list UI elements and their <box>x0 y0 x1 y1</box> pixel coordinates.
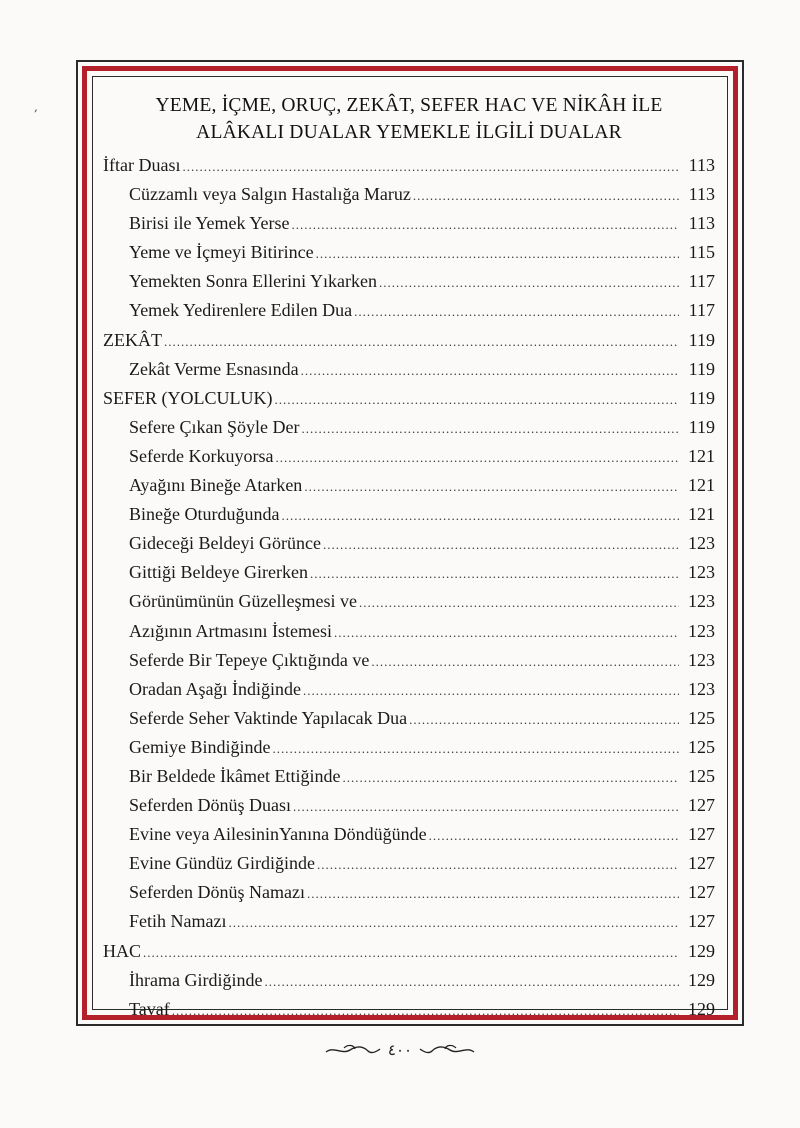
toc-subentry <box>103 995 715 1024</box>
toc-subentry <box>103 180 715 209</box>
toc-entry-title: Cüzzamlı veya Salgın Hastalığa Maruz <box>129 184 411 205</box>
toc-entry-title: Gittiği Beldeye Girerken <box>129 562 308 583</box>
toc-entry-title: Seferde Korkuyorsa <box>129 445 274 466</box>
dot-leader <box>317 850 679 879</box>
dot-leader <box>342 763 679 792</box>
toc-entry-title: Oradan Aşağı İndiğinde <box>129 678 301 699</box>
toc-entry-title: Sefere Çıkan Şöyle Der <box>129 416 300 437</box>
toc-entry-page: 121 <box>688 445 715 466</box>
toc-subentry <box>103 675 715 704</box>
toc-entry-title: Birisi ile Yemek Yerse <box>129 213 290 234</box>
dot-leader <box>413 181 679 210</box>
toc-subentry <box>103 587 715 616</box>
dot-leader <box>307 879 679 908</box>
toc-subentry <box>103 617 715 646</box>
dot-leader <box>304 472 679 501</box>
toc-entry-page: 127 <box>688 911 715 932</box>
toc-subentry <box>103 500 715 529</box>
toc-entry-title: Gideceği Beldeyi Görünce <box>129 533 321 554</box>
toc-entry-title: Gemiye Bindiğinde <box>129 736 271 757</box>
toc-subentry <box>103 267 715 296</box>
toc-subentry <box>103 442 715 471</box>
toc-subentry <box>103 471 715 500</box>
dot-leader <box>409 705 679 734</box>
toc-entry-title: Yemekten Sonra Ellerini Yıkarken <box>129 271 377 292</box>
toc-subentry <box>103 529 715 558</box>
toc-subentry <box>103 296 715 325</box>
toc-entry-page: 121 <box>688 475 715 496</box>
toc-entry-page: 125 <box>688 707 715 728</box>
dot-leader <box>334 618 679 647</box>
toc-subentry <box>103 413 715 442</box>
dot-leader <box>310 559 679 588</box>
toc-entry-title: Zekât Verme Esnasında <box>129 358 299 379</box>
toc-entry-page: 113 <box>688 213 715 234</box>
toc-subentry <box>103 646 715 675</box>
toc-entry-title: Seferden Dönüş Duası <box>129 795 291 816</box>
toc-section-entry <box>103 384 715 413</box>
toc-entry-page: 129 <box>688 969 715 990</box>
dot-leader <box>182 152 679 181</box>
toc-entry-title: Azığının Artmasını İstemesi <box>129 620 332 641</box>
toc-list <box>103 151 715 1024</box>
heading-line-2: ALÂKALI DUALAR YEMEKLE İLGİLİ DUALAR <box>196 122 622 143</box>
toc-entry-page: 127 <box>688 824 715 845</box>
toc-entry-page: 129 <box>688 998 715 1019</box>
toc-entry-page: 117 <box>688 300 715 321</box>
toc-entry-page: 117 <box>688 271 715 292</box>
toc-entry-page: 123 <box>688 678 715 699</box>
toc-entry-page: 119 <box>688 416 715 437</box>
toc-entry-title: Bineğe Oturduğunda <box>129 504 280 525</box>
table-of-contents <box>103 92 715 1024</box>
toc-entry-page: 115 <box>688 242 715 263</box>
toc-entry-title: ZEKÂT <box>103 329 162 350</box>
dot-leader <box>275 443 679 472</box>
toc-entry-title: Seferde Seher Vaktinde Yapılacak Dua <box>129 707 408 728</box>
toc-section-entry <box>103 151 715 180</box>
section-heading <box>103 92 715 146</box>
toc-entry-page: 123 <box>688 591 715 612</box>
toc-entry-title: Evine Gündüz Girdiğinde <box>129 853 315 874</box>
toc-section-entry <box>103 937 715 966</box>
dot-leader <box>323 530 679 559</box>
toc-entry-title: Seferden Dönüş Namazı <box>129 882 305 903</box>
toc-entry-page: 119 <box>688 387 715 408</box>
dot-leader <box>301 356 679 385</box>
toc-entry-page: 125 <box>688 736 715 757</box>
toc-entry-page: 123 <box>688 649 715 670</box>
toc-entry-page: 127 <box>688 853 715 874</box>
dot-leader <box>379 268 679 297</box>
margin-mark: , <box>34 100 38 114</box>
toc-subentry <box>103 878 715 907</box>
dot-leader <box>228 908 679 937</box>
toc-section-entry <box>103 326 715 355</box>
toc-entry-title: SEFER (YOLCULUK) <box>103 387 273 408</box>
dot-leader <box>172 996 679 1025</box>
toc-entry-page: 123 <box>688 620 715 641</box>
toc-entry-title: İhrama Girdiğinde <box>129 969 263 990</box>
toc-subentry <box>103 907 715 936</box>
ornament-left-icon <box>324 1043 382 1057</box>
toc-subentry <box>103 966 715 995</box>
toc-subentry <box>103 238 715 267</box>
toc-entry-page: 129 <box>688 940 715 961</box>
toc-entry-title: Tavaf <box>129 998 170 1019</box>
toc-entry-page: 125 <box>688 765 715 786</box>
toc-entry-title: Seferde Bir Tepeye Çıktığında ve <box>129 649 370 670</box>
toc-subentry <box>103 820 715 849</box>
dot-leader <box>316 239 679 268</box>
toc-entry-page: 127 <box>688 795 715 816</box>
dot-leader <box>281 501 679 530</box>
toc-entry-title: Yemek Yedirenlere Edilen Dua <box>129 300 353 321</box>
toc-entry-title: İftar Duası <box>103 155 181 175</box>
toc-entry-page: 127 <box>688 882 715 903</box>
dot-leader <box>371 647 679 676</box>
toc-entry-page: 123 <box>688 562 715 583</box>
dot-leader <box>164 327 679 356</box>
dot-leader <box>275 385 680 414</box>
page-footer <box>0 1041 800 1059</box>
toc-entry-page: 113 <box>688 184 715 205</box>
toc-entry-page: 123 <box>688 533 715 554</box>
toc-entry-page: 119 <box>688 329 715 350</box>
toc-entry-title: Yeme ve İçmeyi Bitirince <box>129 242 314 263</box>
dot-leader <box>303 676 679 705</box>
toc-subentry <box>103 733 715 762</box>
dot-leader <box>429 821 679 850</box>
page-number: ٤٠٠ <box>387 1041 413 1059</box>
toc-entry-title: Ayağını Bineğe Atarken <box>129 475 303 496</box>
ornament-right-icon <box>418 1043 476 1057</box>
dot-leader <box>354 297 679 326</box>
toc-entry-title: Bir Beldede İkâmet Ettiğinde <box>129 765 341 786</box>
dot-leader <box>301 414 679 443</box>
toc-subentry <box>103 558 715 587</box>
toc-entry-page: 113 <box>688 155 715 175</box>
dot-leader <box>143 938 679 967</box>
toc-entry-page: 121 <box>688 504 715 525</box>
toc-entry-page: 119 <box>688 358 715 379</box>
toc-entry-title: Fetih Namazı <box>129 911 227 932</box>
dot-leader <box>292 210 679 239</box>
toc-subentry <box>103 704 715 733</box>
toc-subentry <box>103 355 715 384</box>
toc-entry-title: Evine veya AilesininYanına Döndüğünde <box>129 824 427 845</box>
dot-leader <box>359 588 679 617</box>
toc-subentry <box>103 849 715 878</box>
toc-entry-title: HAC <box>103 940 142 961</box>
toc-entry-title: Görünümünün Güzelleşmesi ve <box>129 591 357 612</box>
dot-leader <box>272 734 679 763</box>
heading-line-1: YEME, İÇME, ORUÇ, ZEKÂT, SEFER HAC VE NİKÂH İLE <box>155 95 663 116</box>
dot-leader <box>264 967 679 996</box>
toc-subentry <box>103 791 715 820</box>
toc-subentry <box>103 762 715 791</box>
dot-leader <box>293 792 679 821</box>
toc-subentry <box>103 209 715 238</box>
